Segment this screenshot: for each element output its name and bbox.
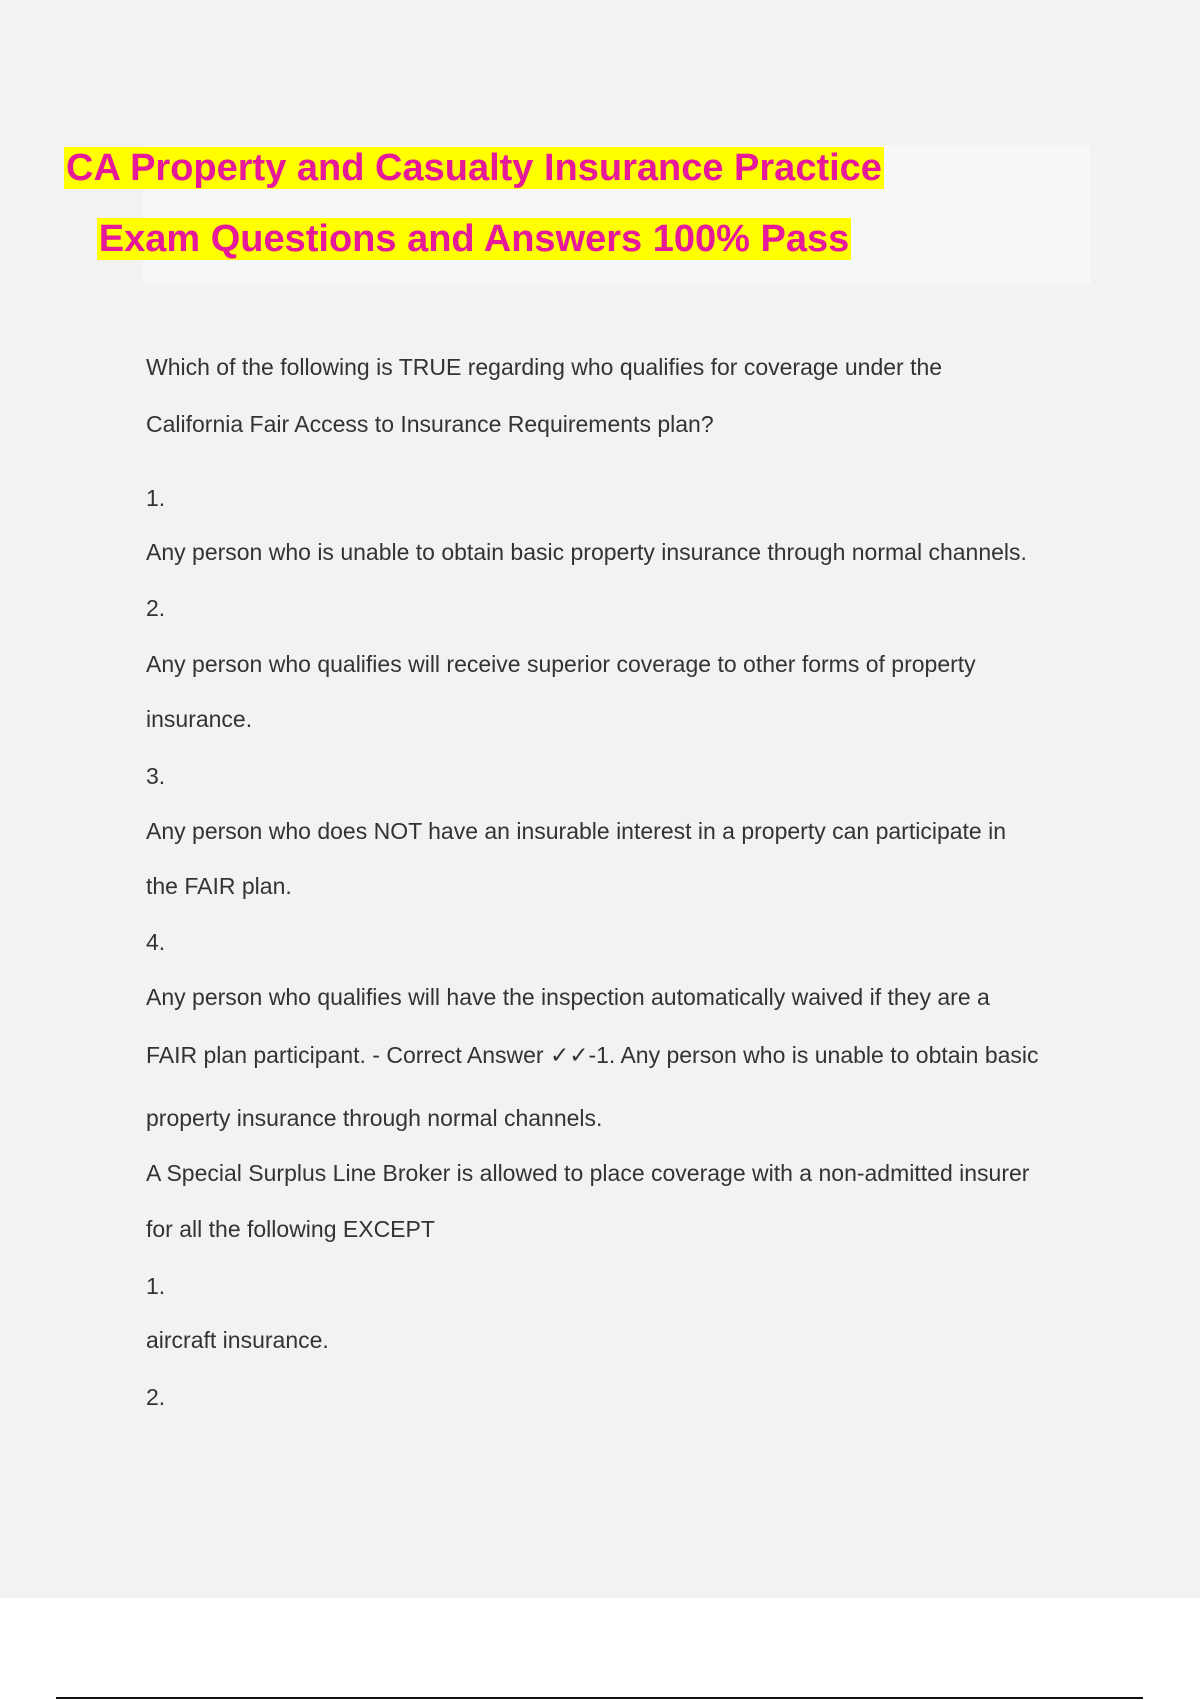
option-number: 2. — [146, 595, 166, 621]
option-number: 2. — [146, 1384, 166, 1410]
option-text: the FAIR plan. — [146, 873, 292, 899]
question-1-text-line-2: California Fair Access to Insurance Requirements plan? — [146, 411, 714, 437]
option-text: insurance. — [146, 706, 253, 732]
correct-answer-line: property insurance through normal channels. — [146, 1105, 603, 1131]
option-number: 3. — [146, 763, 166, 789]
question-2-text-line-1: A Special Surplus Line Broker is allowed to place coverage with a non-admitted insurer — [146, 1160, 1030, 1186]
document-title-line-2: Exam Questions and Answers 100% Pass — [98, 218, 850, 260]
question-2-text-line-2: for all the following EXCEPT — [146, 1216, 435, 1242]
footer-divider — [56, 1697, 1143, 1699]
option-number: 1. — [146, 1273, 166, 1299]
question-1-text-line-1: Which of the following is TRUE regarding who qualifies for coverage under the — [146, 354, 943, 380]
option-number: 4. — [146, 929, 166, 955]
option-text: Any person who is unable to obtain basic property insurance through normal channels. — [146, 539, 1027, 565]
option-text: Any person who qualifies will have the inspection automatically waived if they are a — [146, 984, 990, 1010]
option-text: aircraft insurance. — [146, 1327, 329, 1353]
option-text: Any person who qualifies will receive superior coverage to other forms of property — [146, 651, 976, 677]
document-title-line-1: CA Property and Casualty Insurance Practice — [66, 147, 882, 189]
option-text: Any person who does NOT have an insurable interest in a property can participate in — [146, 818, 1007, 844]
correct-answer-line: FAIR plan participant. - Correct Answer ✓✓-1. Any person who is unable to obtain basic — [146, 1042, 1039, 1068]
option-number: 1. — [146, 485, 166, 511]
